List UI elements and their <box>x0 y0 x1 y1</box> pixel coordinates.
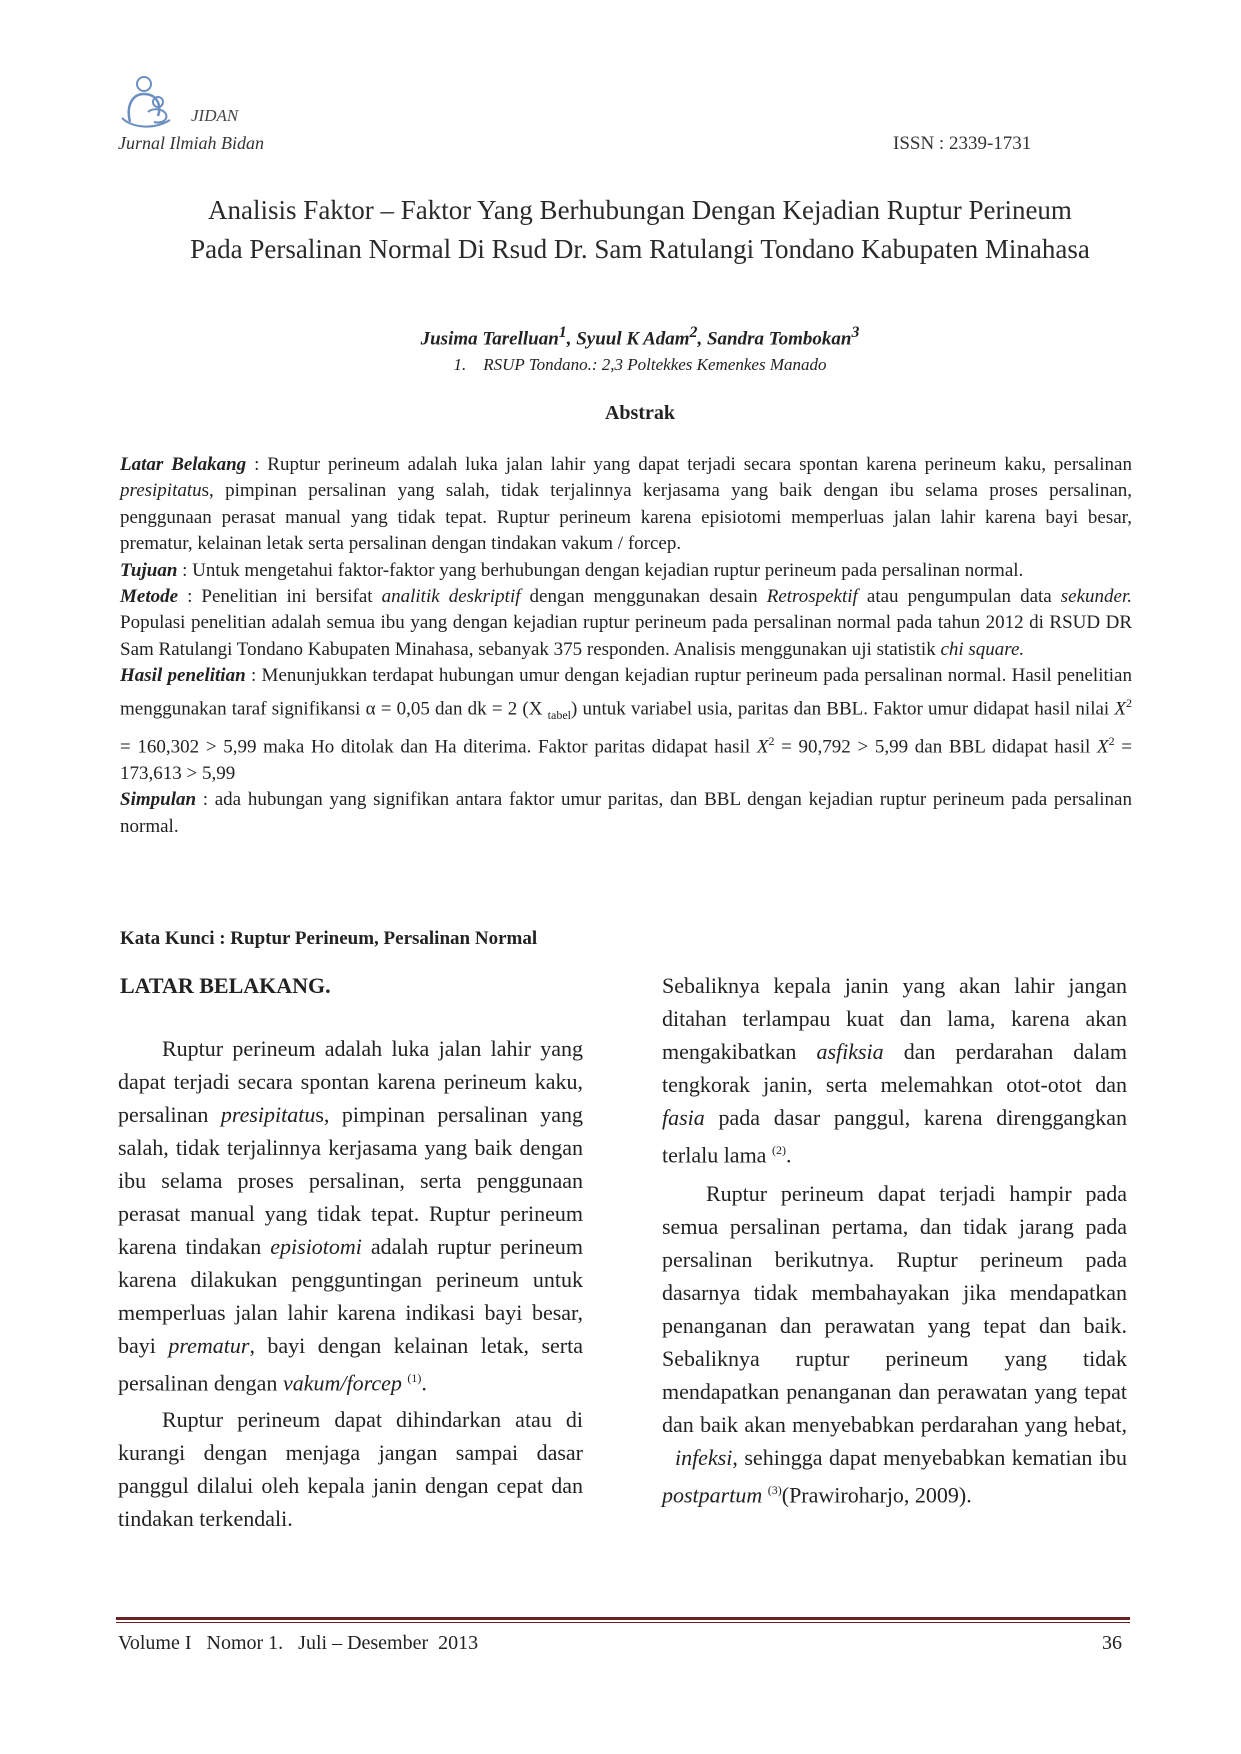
chi-symbol: X <box>1097 736 1109 758</box>
abstract-subscript: tabel <box>547 707 571 722</box>
author-list: Jusima Tarelluan$^1$, Syuul K Adam$^2$, Sandra Tombokan$^3$ <box>420 324 860 350</box>
issn: ISSN : 2339-1731 <box>893 133 1032 154</box>
abstract-label: Latar Belakang <box>120 454 247 475</box>
citation-ref: (1) <box>407 1371 422 1385</box>
body-italic: episiotomi <box>270 1234 362 1259</box>
abstract-text: s, pimpinan persalinan yang salah, tidak terjalinnya kerjasama yang baik dengan ibu selama proses persalinan, penggunaan perasat manual yang tidak tepat. Ruptur perineum karena episiotomi memperluas jalan lahir karena bayi besar, prematur, kelainan letak serta persalinan dengan tindakan vakum / forcep. <box>120 480 1132 555</box>
body-italic: presipitatu <box>220 1102 316 1127</box>
footer-rule <box>116 1617 1130 1620</box>
section-heading: LATAR BELAKANG. <box>120 973 331 998</box>
abstract-text: = 90,792 > 5,99 dan BBL didapat hasil <box>774 736 1097 758</box>
body-text: , bayi dengan kelainan letak, serta persalinan dengan <box>118 1333 583 1396</box>
body-text: Ruptur perineum adalah luka jalan lahir yang dapat terjadi secara spontan karena perineum kaku, persalinan <box>118 1036 583 1127</box>
abstract-label: Hasil penelitian <box>120 665 246 687</box>
body-italic: fasia <box>662 1105 705 1130</box>
abstract-text: : Menunjukkan terdapat hubungan umur dengan kejadian ruptur perineum pada persalinan normal. Hasil penelitian menggunakan taraf signifikansi α = 0,05 dan dk = 2 (X <box>120 665 1132 719</box>
abstract-text: : Ruptur perineum adalah luka jalan lahir yang dapat terjadi secara spontan karena perineum kaku, persalinan <box>246 454 1132 475</box>
abstract-italic: chi square. <box>940 638 1025 660</box>
paragraph <box>662 969 1127 1171</box>
abstract-label: Tujuan <box>120 559 178 581</box>
abstract-objective <box>120 558 1132 584</box>
chi-superscript: 2 <box>1108 734 1115 749</box>
paragraph <box>662 1177 1127 1511</box>
body-italic: infeksi <box>674 1445 733 1471</box>
paper-title-line-1: Analisis Faktor – Faktor Yang Berhubungan Dengan Kejadian Ruptur Perineum <box>208 195 1072 225</box>
abstract-text: atau pengumpulan data <box>857 586 1061 608</box>
citation-ref: (3) <box>767 1483 782 1498</box>
paper-title-line-2: Pada Persalinan Normal Di Rsud Dr. Sam Ratulangi Tondano Kabupaten Minahasa <box>190 234 1090 264</box>
abstract-italic: sekunder. <box>1060 586 1132 608</box>
abstract-italic: presipitatu <box>120 480 202 502</box>
author-name: Syuul K Adam <box>576 328 690 350</box>
paragraph <box>118 1032 583 1399</box>
body-italic: vakum/forcep <box>282 1370 402 1396</box>
body-text <box>662 1445 675 1470</box>
abstract-method <box>120 584 1132 663</box>
body-text: , sehingga dapat menyebabkan kematian ibu <box>732 1445 1128 1471</box>
right-column <box>662 969 1127 1512</box>
abstract-text: : Penelitian ini bersifat <box>178 586 382 608</box>
abstract-text: : ada hubungan yang signifikan antara faktor umur paritas, dan BBL dengan kejadian ruptur perineum pada persalinan normal. <box>120 789 1132 837</box>
body-text: Ruptur perineum dapat terjadi hampir pada semua persalinan pertama, dan tidak jarang pada persalinan berikutnya. Ruptur perineum pada dasarnya tidak membahayakan jika mendapatkan penanganan dan perawatan yang tepat dan baik. Sebaliknya ruptur perineum yang tidak mendapatkan penanganan dan perawatan yang tepat dan baik akan menyebabkan perdarahan yang hebat <box>662 1181 1127 1438</box>
body-italic: prematur <box>168 1333 250 1358</box>
journal-logo-icon <box>118 72 178 130</box>
chi-superscript: 2 <box>768 734 775 749</box>
citation-ref: (2) <box>771 1143 786 1157</box>
footer-rule-thin <box>116 1622 1130 1623</box>
body-italic: asfiksia <box>816 1039 884 1064</box>
author-name: Jusima Tarelluan <box>420 328 559 350</box>
body-text: Sebaliknya kepala janin yang akan lahir jangan ditahan terlampau kuat dan lama, karena akan mengakibatkan <box>662 973 1127 1064</box>
abstract-conclusion <box>120 787 1132 840</box>
left-column <box>118 1032 583 1535</box>
abstract-label: Simpulan <box>120 789 197 811</box>
chi-superscript: 2 <box>1126 695 1132 710</box>
abstract-heading: Abstrak <box>604 402 675 424</box>
abstract-text: dengan menggunakan desain <box>520 586 767 608</box>
journal-short-name: JIDAN <box>191 106 239 125</box>
abstract-text: : Untuk mengetahui faktor-faktor yang berhubungan dengan kejadian ruptur perineum pada persalinan normal. <box>177 559 1024 581</box>
abstract-results <box>120 663 1132 787</box>
paragraph: Ruptur perineum dapat dihindarkan atau di kurangi dengan menjaga jangan sampai dasar panggul dilalui oleh kepala janin dengan cepat dan tindakan terkendali. <box>118 1407 583 1532</box>
body-italic: postpartum <box>662 1482 763 1508</box>
author-sup: 2 <box>689 324 698 341</box>
body-text: s, pimpinan persalinan yang salah, tidak terjalinnya kerjasama yang baik dengan ibu selama proses persalinan, serta penggunaan perasat manual yang tidak tepat. Ruptur perineum karena tindakan <box>118 1102 583 1259</box>
abstract-label: Metode <box>120 586 179 608</box>
journal-name: Jurnal Ilmiah Bidan <box>118 133 264 153</box>
body-text: . <box>785 1142 792 1168</box>
author-sup: 3 <box>851 324 860 341</box>
abstract-background <box>120 452 1132 558</box>
abstract-italic: analitik deskriptif <box>381 586 521 608</box>
body-text: (Prawiroharjo, 2009). <box>781 1482 972 1508</box>
keywords: Kata Kunci : Ruptur Perineum, Persalinan Normal <box>120 928 538 949</box>
abstract-text: Populasi penelitian adalah semua ibu yang dengan kejadian ruptur perineum pada persalinan normal pada tahun 2012 di RSUD DR Sam Ratulangi Tondano Kabupaten Minahasa, sebanyak 375 responden. Analisis menggunakan uji statistik <box>120 612 1132 660</box>
abstract-text: = 173,613 > 5,99 <box>120 736 1133 784</box>
affiliation: 1. RSUP Tondano.: 2,3 Poltekkes Kemenkes Manado <box>453 355 827 374</box>
body-text: . <box>421 1370 427 1396</box>
author-name: Sandra Tombokan <box>706 328 852 350</box>
page-number: 36 <box>1102 1632 1122 1654</box>
body-italic: , <box>1121 1412 1127 1438</box>
author-sup: 1 <box>558 324 567 341</box>
body-text: pada dasar panggul, karena direnggangkan terlalu lama <box>662 1105 1127 1168</box>
abstract-text: ) untuk variabel usia, paritas dan BBL. Faktor umur didapat hasil nilai <box>570 697 1115 719</box>
abstract-text: = 160,302 > 5,99 maka Ho ditolak dan Ha diterima. Faktor paritas didapat hasil <box>120 736 757 758</box>
body-text: adalah ruptur perineum karena dilakukan pengguntingan perineum untuk memperluas jalan lahir karena indikasi bayi besar, bayi <box>118 1234 583 1358</box>
chi-symbol: X <box>756 736 769 758</box>
body-text: dan perdarahan dalam tengkorak janin, serta melemahkan otot-otot dan <box>662 1039 1127 1097</box>
abstract-body <box>120 452 1132 840</box>
abstract-italic: Retrospektif <box>766 586 858 608</box>
chi-symbol: X <box>1114 697 1126 719</box>
footer-volume: Volume I Nomor 1. Juli – Desember 2013 <box>118 1632 479 1654</box>
